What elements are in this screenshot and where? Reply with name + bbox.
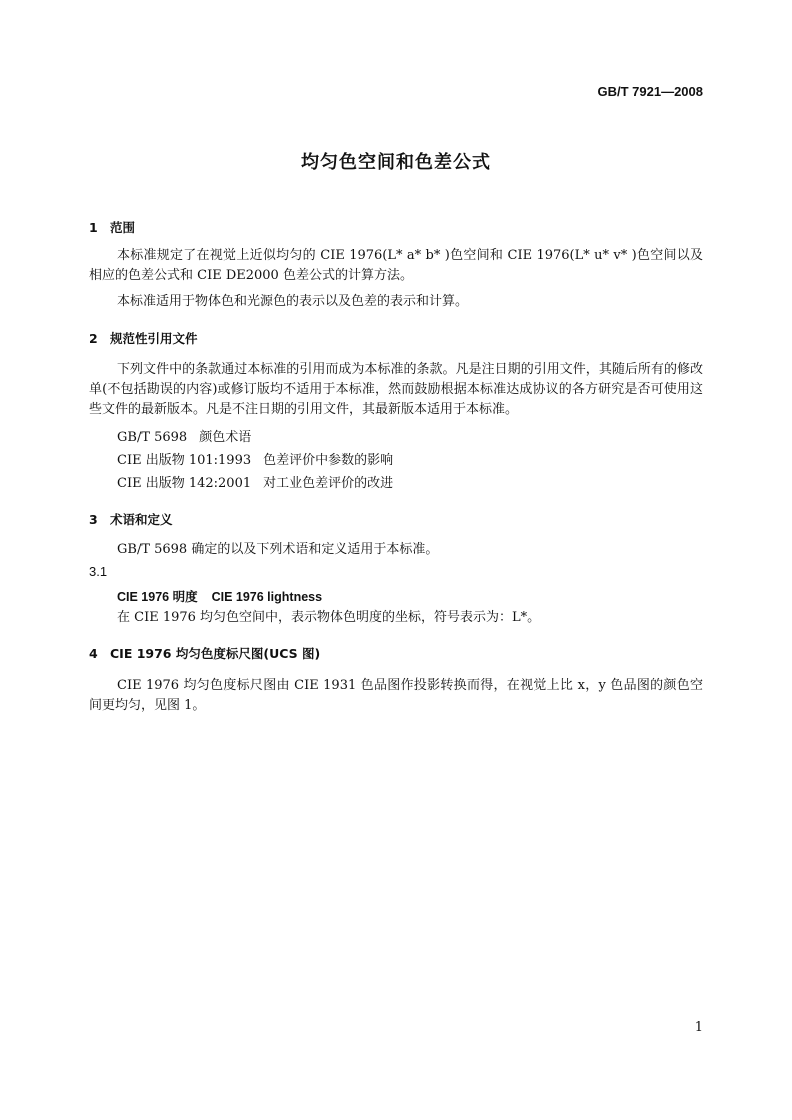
section-3-heading <box>89 510 173 528</box>
standard-code: GB/T 7921—2008 <box>597 84 703 99</box>
reference-title: 色差评价中参数的影响 <box>263 453 394 468</box>
section-title: CIE 1976 均匀色度标尺图(UCS 图) <box>110 646 321 661</box>
reference-item <box>117 474 393 494</box>
section-1-heading <box>89 218 135 236</box>
document-title: 均匀色空间和色差公式 <box>301 152 491 173</box>
section-number: 2 <box>89 331 98 346</box>
section-3-paragraph-1: GB/T 5698 确定的以及下列术语和定义适用于本标准。 <box>117 542 439 557</box>
reference-code: CIE 出版物 142:2001 <box>117 476 252 491</box>
reference-code: GB/T 5698 <box>117 430 188 445</box>
section-number: 3 <box>89 512 98 527</box>
section-4-heading <box>89 644 320 662</box>
reference-title: 颜色术语 <box>199 430 252 445</box>
reference-code: CIE 出版物 101:1993 <box>117 453 252 468</box>
reference-item <box>117 451 393 471</box>
section-2-paragraph-1: 下列文件中的条款通过本标准的引用而成为本标准的条款。凡是注日期的引用文件，其随后所有的修改单(不包括勘误的内容)或修订版均不适用于本标准，然而鼓励根据本标准达成协议的各方研究是否可使用这些文件的最新版本。凡是不注日期的引用文件，其最新版本适用于本标准。 <box>89 362 703 417</box>
section-title: 规范性引用文件 <box>110 331 198 346</box>
term-number: 3.1 <box>89 564 108 579</box>
section-number: 1 <box>89 220 98 235</box>
section-title: 术语和定义 <box>110 512 173 527</box>
reference-title: 对工业色差评价的改进 <box>263 476 394 491</box>
term-zh: CIE 1976 明度 <box>117 590 198 604</box>
section-2-heading <box>89 329 198 347</box>
page-number: 1 <box>694 1020 703 1035</box>
reference-item <box>117 428 251 448</box>
term-heading <box>117 587 322 605</box>
section-number: 4 <box>89 646 98 661</box>
term-en: CIE 1976 lightness <box>211 590 323 604</box>
term-definition: 在 CIE 1976 均匀色空间中，表示物体色明度的坐标，符号表示为：L*。 <box>117 610 541 625</box>
section-4-paragraph-1: CIE 1976 均匀色度标尺图由 CIE 1931 色品图作投影转换而得，在视觉上比 x，y 色品图的颜色空间更均匀，见图 1。 <box>89 678 703 713</box>
section-1-paragraph-2: 本标准适用于物体色和光源色的表示以及色差的表示和计算。 <box>117 294 469 309</box>
section-title: 范围 <box>110 220 136 235</box>
section-1-paragraph-1: 本标准规定了在视觉上近似均匀的 CIE 1976(L* a* b* )色空间和 CIE 1976(L* u* v* )色空间以及相应的色差公式和 CIE DE2000 色差公式的计算方法。 <box>89 248 703 283</box>
